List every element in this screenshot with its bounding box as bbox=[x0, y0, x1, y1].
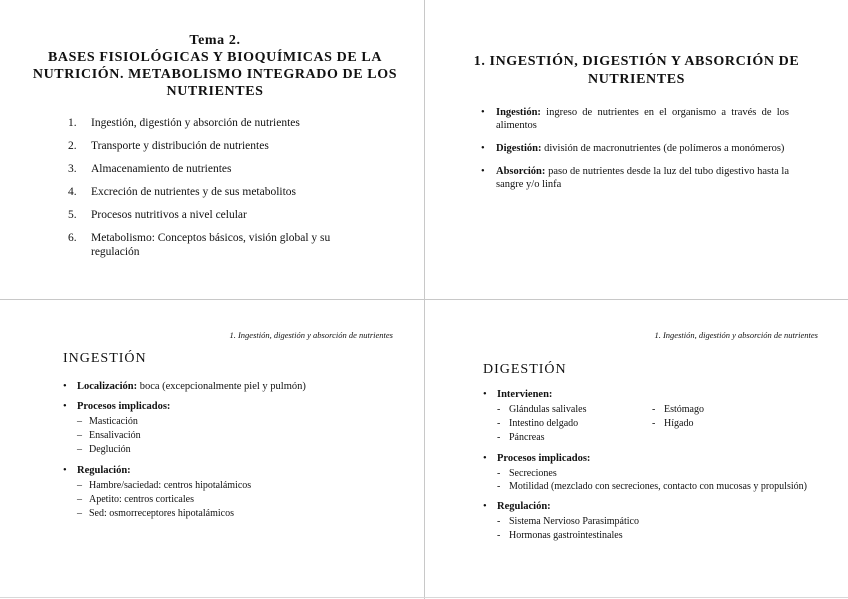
list-item bbox=[483, 452, 823, 493]
bullet-icon: • bbox=[481, 143, 485, 154]
sub-item-text: Ensalivación bbox=[89, 430, 141, 441]
dash-icon: - bbox=[497, 418, 501, 429]
item-number: 4. bbox=[68, 186, 77, 198]
dash-icon: - bbox=[497, 516, 501, 527]
section-label: Localización: bbox=[77, 381, 138, 392]
term-label: Absorción: bbox=[496, 166, 546, 177]
dash-icon: - bbox=[497, 481, 501, 492]
definition-list bbox=[481, 106, 789, 201]
list-item bbox=[63, 380, 403, 393]
sub-item-text: Deglución bbox=[89, 444, 131, 455]
list-item bbox=[63, 464, 403, 521]
sub-item-text: Secreciones bbox=[509, 468, 557, 479]
digestion-list bbox=[483, 388, 823, 550]
item-number: 1. bbox=[68, 117, 77, 129]
sub-item bbox=[652, 403, 802, 417]
section-label: Regulación: bbox=[497, 501, 551, 512]
sub-item-text: Glándulas salivales bbox=[509, 404, 587, 415]
slide-3-heading: INGESTIÓN bbox=[63, 351, 147, 366]
sub-list bbox=[497, 467, 823, 493]
title-line-1: Tema 2. bbox=[189, 33, 241, 48]
slide-4-heading: DIGESTIÓN bbox=[483, 362, 567, 377]
slide-3 bbox=[0, 300, 423, 598]
organ-columns bbox=[497, 401, 823, 445]
item-number: 2. bbox=[68, 140, 77, 152]
sub-list bbox=[497, 515, 823, 543]
bullet-icon: • bbox=[63, 381, 67, 392]
term-text: paso de nutrientes desde la luz del tubo digestivo hasta la sangre y/o linfa bbox=[496, 166, 789, 190]
list-item bbox=[481, 106, 789, 132]
list-item bbox=[483, 500, 823, 543]
dash-icon: - bbox=[497, 432, 501, 443]
slide-4-subhead: 1. Ingestión, digestión y absorción de nutrientes bbox=[654, 330, 818, 340]
term-label: Ingestión: bbox=[496, 107, 541, 118]
sub-item-text: Motilidad (mezclado con secreciones, contacto con mucosas y propulsión) bbox=[509, 481, 807, 492]
slide-1-title bbox=[20, 32, 410, 100]
ingestion-list bbox=[63, 380, 403, 528]
dash-icon: - bbox=[497, 404, 501, 415]
list-item bbox=[68, 208, 378, 222]
list-item bbox=[481, 142, 789, 155]
slide-2-title: 1. INGESTIÓN, DIGESTIÓN Y ABSORCIÓN DE NUTRIENTES bbox=[473, 54, 800, 87]
sub-list bbox=[77, 415, 403, 457]
dash-icon: - bbox=[497, 468, 501, 479]
slide-4 bbox=[425, 300, 848, 598]
sub-item bbox=[77, 429, 403, 443]
sub-item-text: Estómago bbox=[664, 404, 704, 415]
dash-icon: – bbox=[77, 494, 82, 505]
sub-item bbox=[77, 443, 403, 457]
sub-item-text: Apetito: centros corticales bbox=[89, 494, 194, 505]
list-item bbox=[483, 388, 823, 445]
sub-item bbox=[77, 493, 403, 507]
slide-1 bbox=[0, 0, 423, 298]
list-item bbox=[481, 165, 789, 191]
dash-icon: – bbox=[77, 416, 82, 427]
bullet-icon: • bbox=[483, 389, 487, 400]
sub-item bbox=[497, 515, 823, 529]
sub-item bbox=[77, 415, 403, 429]
sub-item bbox=[497, 417, 652, 431]
organ-column-1 bbox=[497, 403, 652, 445]
sub-item bbox=[497, 467, 823, 481]
term-text: división de macronutrientes (de polímeros a monómeros) bbox=[541, 143, 785, 154]
slide-3-subhead: 1. Ingestión, digestión y absorción de nutrientes bbox=[229, 330, 393, 340]
item-number: 5. bbox=[68, 209, 77, 221]
item-text: Almacenamiento de nutrientes bbox=[91, 163, 232, 175]
sub-item bbox=[497, 403, 652, 417]
dash-icon: – bbox=[77, 508, 82, 519]
dash-icon: – bbox=[77, 430, 82, 441]
sub-item-text: Hambre/saciedad: centros hipotalámicos bbox=[89, 480, 252, 491]
term-label: Digestión: bbox=[496, 143, 542, 154]
item-text: Ingestión, digestión y absorción de nutrientes bbox=[91, 117, 300, 129]
sub-item-text: Intestino delgado bbox=[509, 418, 579, 429]
section-text: boca (excepcionalmente piel y pulmón) bbox=[137, 381, 306, 392]
dash-icon: - bbox=[652, 404, 656, 415]
item-text: Excreción de nutrientes y de sus metabolitos bbox=[91, 186, 297, 198]
item-text: Procesos nutritivos a nivel celular bbox=[91, 209, 247, 221]
bullet-icon: • bbox=[63, 465, 67, 476]
sub-item-text: Sed: osmorreceptores hipotalámicos bbox=[89, 508, 234, 519]
dash-icon: – bbox=[77, 444, 82, 455]
sub-item bbox=[497, 529, 823, 543]
sub-item bbox=[77, 507, 403, 521]
organ-column-2 bbox=[652, 403, 802, 445]
bullet-icon: • bbox=[63, 401, 67, 412]
dash-icon: - bbox=[652, 418, 656, 429]
sub-item bbox=[497, 481, 823, 493]
section-label: Procesos implicados: bbox=[77, 401, 171, 412]
bullet-icon: • bbox=[483, 501, 487, 512]
sub-item bbox=[77, 479, 403, 493]
term-text: ingreso de nutrientes en el organismo a través de los alimentos bbox=[496, 107, 789, 131]
sub-item-text: Hormonas gastrointestinales bbox=[509, 530, 623, 541]
bullet-icon: • bbox=[481, 107, 485, 118]
dash-icon: – bbox=[77, 480, 82, 491]
list-item bbox=[68, 139, 378, 153]
sub-item-text: Masticación bbox=[89, 416, 138, 427]
bullet-icon: • bbox=[483, 453, 487, 464]
list-item bbox=[68, 231, 378, 259]
sub-list bbox=[77, 479, 403, 521]
title-rest: BASES FISIOLÓGICAS Y BIOQUÍMICAS DE LA NUTRICIÓN. METABOLISMO INTEGRADO DE LOS NUTRIENTES bbox=[32, 50, 398, 99]
list-item bbox=[68, 185, 378, 199]
section-label: Procesos implicados: bbox=[497, 453, 591, 464]
item-number: 3. bbox=[68, 163, 77, 175]
sub-item-text: Sistema Nervioso Parasimpático bbox=[509, 516, 639, 527]
sub-item bbox=[497, 431, 652, 445]
dash-icon: - bbox=[497, 530, 501, 541]
list-item bbox=[68, 116, 378, 130]
list-item bbox=[68, 162, 378, 176]
sub-item bbox=[652, 417, 802, 431]
sub-item-text: Hígado bbox=[664, 418, 694, 429]
item-number: 6. bbox=[68, 232, 77, 244]
list-item bbox=[63, 400, 403, 457]
item-text: Metabolismo: Conceptos básicos, visión global y su regulación bbox=[91, 232, 331, 258]
section-label: Regulación: bbox=[77, 465, 131, 476]
section-label: Intervienen: bbox=[497, 389, 553, 400]
sub-item-text: Páncreas bbox=[509, 432, 545, 443]
bullet-icon: • bbox=[481, 166, 485, 177]
item-text: Transporte y distribución de nutrientes bbox=[91, 140, 269, 152]
topic-list bbox=[68, 116, 378, 268]
slide-2 bbox=[425, 0, 848, 298]
